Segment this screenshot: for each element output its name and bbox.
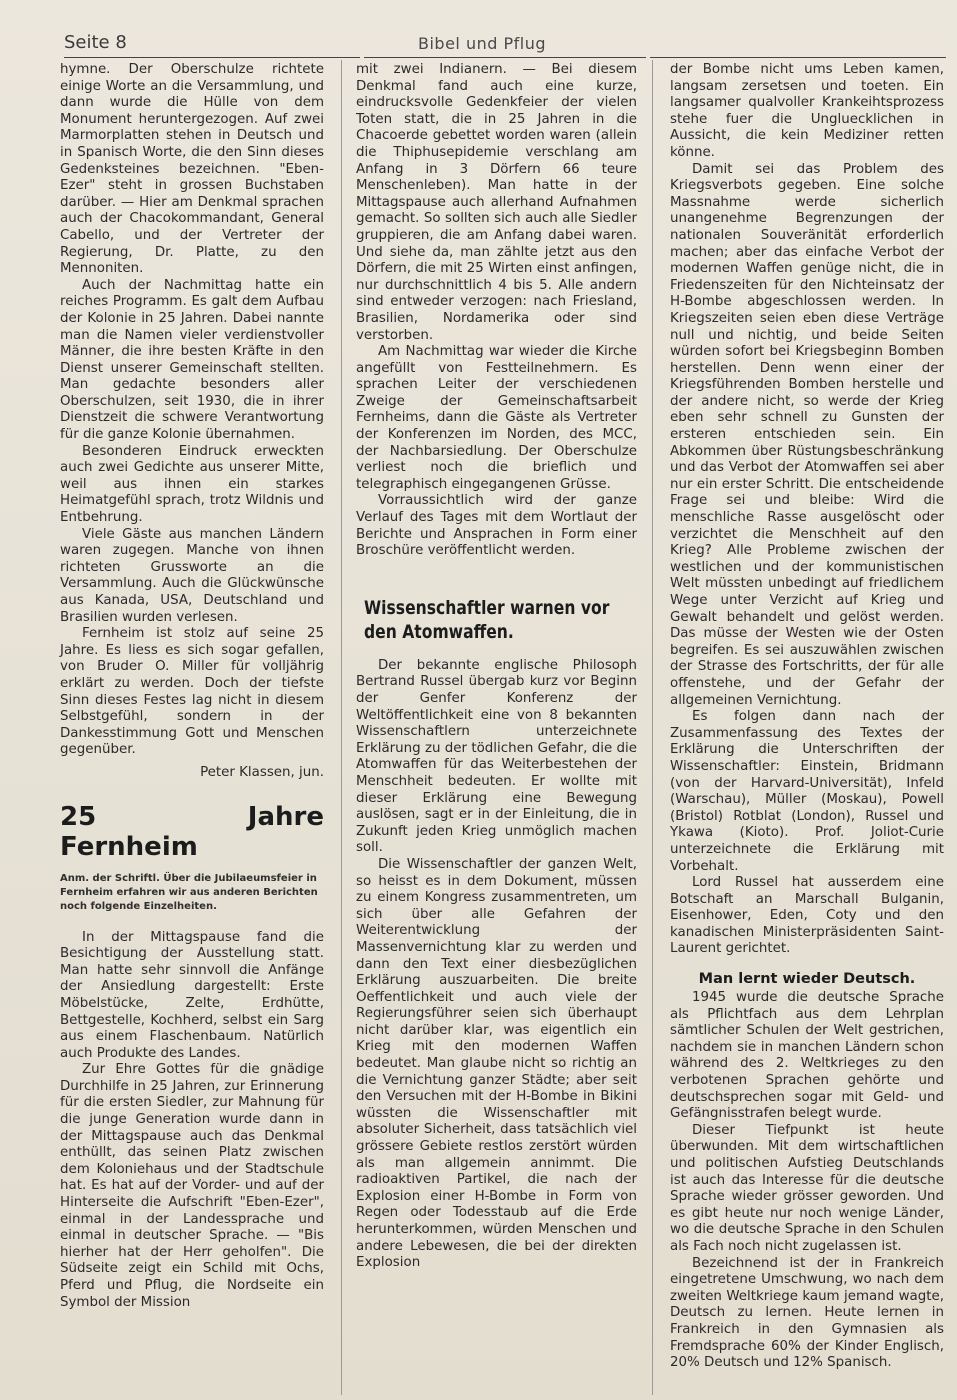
paragraph: Vorraussichtlich wird der ganze Verlauf des Tages mit dem Wortlaut der Berichte und Ansprachen in Form einer Broschüre veröffentlicht werden. bbox=[356, 493, 637, 559]
paragraph: mit zwei Indianern. — Bei diesem Denkmal fand auch eine kurze, eindrucksvolle Gedenkfeier der vielen Toten statt, die in 25 Jahren in die Chacoerde gebettet worden waren (allein die Thiphusepidemie verschlang am Anfang in 3 Dörfern 66 teure Menschenleben). Man hatte in der Mittagspause auch allerhand Aufnahmen gemacht. So sollten sich auch alle Siedler gruppieren, die am Anfang dabei waren. Und siehe da, man zählte jetzt aus den Dörfern, die mit 25 Wirten einst anfingen, nur durchschnittlich 4 bis 5. Alle andern sind entweder verzogen: nach Friesland, Brasilien, Nordamerika oder sind verstorben. bbox=[356, 62, 637, 343]
header-rule-left bbox=[64, 57, 360, 58]
paragraph: der Bombe nicht ums Leben kamen, langsam zersetsen und toeten. Ein langsamer qualvoller Krankeihtsprozess stehe fuer die Ungluecklichen in Aussicht, die kein Mediziner retten könne. bbox=[670, 62, 944, 160]
page-header bbox=[0, 28, 957, 58]
header-rule-middle bbox=[364, 57, 646, 58]
header-rule-right bbox=[650, 57, 946, 58]
paragraph: Viele Gäste aus manchen Ländern waren zugegen. Manche von ihnen richteten Grussworte an die Versammlung. Auch die Glückwünsche aus Kanada, USA, Deutschland und Brasilien wurden verlesen. bbox=[60, 526, 324, 625]
paragraph: Damit sei das Problem des Kriegsverbots gegeben. Eine solche Massnahme werde sicherlich unangenehme Begrenzungen der nationalen Souveränität erforderlich machen; aber das einfache Verbot der modernen Waffen genüge nicht, die in Friedenszeiten für den Nichteinsatz der H-Bombe abgeschlossen werden. In Kriegszeiten seien eben diese Verträge null und nichtig, und beide Seiten würden sofort bei Kriegsbeginn Bomben herstellen. Denn wenn einer der Kriegsführenden Bomben herstelle und der andere nicht, so werde der Krieg eben sehr schnell zu Gunsten der ersteren entschieden sein. Ein Abkommen über Rüstungsbeschränkung und das Verbot der Atomwaffen sei aber nur ein erster Schritt. Die entscheidende Frage sei und bleibe: Wird die menschliche Rasse ausgelöscht oder verzichtet die Menschheit auf den Krieg? Alle Probleme zwischen der westlichen und der kommunistischen Welt müssten unbedingt auf friedlichem Wege unter Verzicht auf Krieg und Gewalt behandelt und gelöst werden. Das müsse der Westen wie der Osten begreifen. Es sei auszuwählen zwischen der Strasse des Fortschritts, der für alle offenstehe, und der Gefahr der allgemeinen Vernichtung. bbox=[670, 161, 944, 708]
column-2 bbox=[356, 62, 637, 1272]
article-headline-deutsch: Man lernt wieder Deutsch. bbox=[698, 971, 916, 988]
publication-title: Bibel und Pflug bbox=[418, 34, 546, 53]
paragraph: In der Mittagspause fand die Besichtigung der Ausstellung statt. Man hatte sehr sinnvoll die Anfänge der Ansiedlung dargestellt: Erste Möbelstücke, Zelte, Erdhütte, Bettgestelle, Kochherd, selbst ein Sarg aus einem Flaschenbaum. Natürlich auch Produkte des Landes. bbox=[60, 929, 324, 1061]
paragraph: Auch der Nachmittag hatte ein reiches Programm. Es galt dem Aufbau der Kolonie in 25 Jahren. Dabei nannte man die Namen vieler verdienstvoller Männer, die ihre besten Kräfte in den Dienst unserer Gemeinschaft stellten. Man gedachte besonders aller Oberschulzen, seit 1930, die in ihrer Dienstzeit die schwere Verantwortung für die ganze Kolonie übernahmen. bbox=[60, 277, 324, 443]
paragraph: Die Wissenschaftler der ganzen Welt, so heisst es in dem Dokument, müssen zu einem Kongress zusammentreten, um sich über alle Gefahren der Weiterentwicklung der Massenvernichtung klar zu werden und dann den Text einer diesbezüglichen Erklärung auszuarbeiten. Die breite Oeffentlichkeit und auch viele der Regierungsführer seien sich überhaupt nicht darüber klar, was eigentlich ein Krieg mit den modernen Waffen bedeutet. Man glaube nicht so richtig an die Vernichtung ganzer Städte; aber seit den Versuchen mit der H-Bombe in Bikini wüssten die Wissenschaftler mit absoluter Sicherheit, dass tatsächlich viel grössere Gebiete restlos zerstört würden als man allgemein annimmt. Die radioaktiven Partikel, die nach der Explosion einer H-Bombe in Form von Regen oder Todesstaub auf die Erde herunterkommen, würden Menschen und andere Lebewesen, die bei der direkten Explosion bbox=[356, 856, 637, 1271]
paragraph: Lord Russel hat ausserdem eine Botschaft an Marschall Bulganin, Eisenhower, Eden, Coty und den kanadischen Ministerpräsidenten Saint-Laurent gerichtet. bbox=[670, 875, 944, 957]
paragraph: Fernheim ist stolz auf seine 25 Jahre. Es liess es sich sogar gefallen, von Bruder O. Miller für volljährig erklärt zu werden. Doch der tiefste Sinn dieses Festes lag nicht in diesem Selbstgefühl, sondern in der Dankesstimmung Gott und Menschen gegenüber. bbox=[60, 626, 324, 758]
author-signature: Peter Klassen, jun. bbox=[200, 764, 324, 780]
paragraph: Bezeichnend ist der in Frankreich eingetretene Umschwung, wo nach dem zweiten Weltkriege kaum jemand wagte, Deutsch zu lernen. Heute lernen in Frankreich in den Gymnasien als Fremdsprache 60% der Kinder Englisch, 20% Deutsch und 12% Spanisch. bbox=[670, 1255, 944, 1371]
editor-note: Anm. der Schriftl. Über die Jubilaeumsfeier in Fernheim erfahren wir aus anderen Berichten noch folgende Einzelheiten. bbox=[60, 872, 318, 912]
page-number: Seite 8 bbox=[64, 32, 127, 53]
column-1 bbox=[60, 62, 324, 1311]
paragraph: 1945 wurde die deutsche Sprache als Pflichtfach aus dem Lehrplan sämtlicher Schulen der Welt gestrichen, nachdem sie in manchen Ländern schon während des 2. Weltkrieges zu den verbotenen Sprachen gehörte und deutschsprechen sogar mit Geld- und Gefängnisstrafen belegt wurde. bbox=[670, 990, 944, 1122]
paragraph: Zur Ehre Gottes für die gnädige Durchhilfe in 25 Jahren, zur Erinnerung für die ersten Siedler, zur Mahnung für die junge Generation wurde dann in der Mittagspause auch das Denkmal enthüllt, das seinen Platz zwischen dem Koloniehaus und der Stadtschule hat. Es hat auf der Vorder- und auf der Hinterseite die Aufschrift "Eben-Ezer", einmal in der Landessprache und einmal in deutscher Sprache. — "Bis hierher hat der Herr geholfen". Die Südseite zeigt ein Schild mit Ochs, Pferd und Pflug, die Nordseite ein Symbol der Mission bbox=[60, 1062, 324, 1310]
article-headline-25-jahre-fernheim: 25 Jahre Fernheim bbox=[60, 801, 324, 862]
paragraph: Dieser Tiefpunkt ist heute überwunden. Mit dem wirtschaftlichen und politischen Aufstieg Deutschlands ist auch das Interesse für die deutsche Sprache wieder grösser geworden. Und es gibt heute nur noch wenige Länder, wo die deutsche Sprache in den Schulen als Fach noch nicht zugelassen ist. bbox=[670, 1122, 944, 1254]
article-headline-atomwaffen: Wissenschaftler warnen vor den Atomwaffen. bbox=[364, 596, 610, 643]
paragraph: Es folgen dann nach der Zusammenfassung des Textes der Erklärung die Unterschriften der Wissenschaftler: Einstein, Bridmann (von der Harvard-Universität), Infeld (Warschau), Müller (Moskau), Powell (Bristol) Rotblat (London), Russel und Ykawa (Kioto). Prof. Joliot-Curie unterzeichnete die Erklärung mit Vorbehalt. bbox=[670, 709, 944, 874]
paragraph: hymne. Der Oberschulze richtete einige Worte an die Versammlung, und dann wurde die Hülle von dem Monument heruntergezogen. Auf zwei Marmorplatten stehen in Deutsch und in Spanisch Worte, die den Sinn dieses Gedenksteines bezeichnen. "Eben-Ezer" steht in grossen Buchstaben darüber. — Hier am Denkmal sprachen auch der Chacokommandant, General Cabello, und der Vertreter der Regierung, Dr. Platte, zu den Mennoniten. bbox=[60, 62, 324, 277]
column-3 bbox=[670, 62, 944, 1372]
paragraph: Der bekannte englische Philosoph Bertrand Russel übergab kurz vor Beginn der Genfer Konferenz der Weltöffentlichkeit eine von 8 bekannten Wissenschaftlern unterzeichnete Erklärung zu der tödlichen Gefahr, die die Atomwaffen für das Weiterbestehen der Menschheit bedeuten. Er wollte mit dieser Erklärung eine Bewegung auslösen, sagt er in der Einleitung, die in Zukunft jeden Krieg unmöglich machen soll. bbox=[356, 657, 637, 856]
column-divider-2 bbox=[652, 60, 653, 1395]
paragraph: Am Nachmittag war wieder die Kirche angefüllt von Festteilnehmern. Es sprachen Leiter der verschiedenen Zweige der Gemeinschaftsarbeit Fernheims, dann die Gäste als Vertreter der Konferenzen im Norden, des MCC, der Nachbarsiedlung. Der Oberschulze verliest noch die brieflich und telegraphisch eingegangenen Grüsse. bbox=[356, 344, 637, 492]
paragraph: Besonderen Eindruck erweckten auch zwei Gedichte aus unserer Mitte, weil aus ihnen ein starkes Heimatgefühl sprach, trotz Wildnis und Entbehrung. bbox=[60, 443, 324, 526]
column-divider-1 bbox=[341, 60, 342, 1395]
